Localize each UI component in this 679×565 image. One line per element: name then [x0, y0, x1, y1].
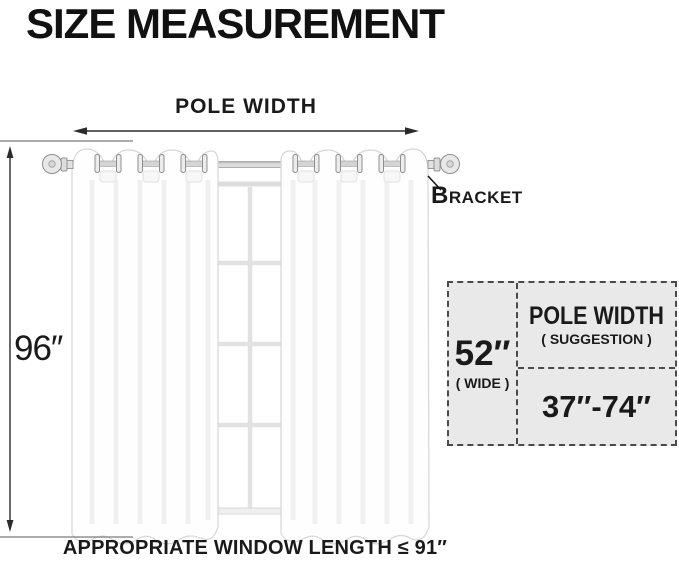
pole-width-arrow — [73, 127, 419, 134]
curtain-panel-right — [281, 149, 429, 544]
pole-width-label: POLE WIDTH — [175, 95, 317, 118]
spec-cell-pole-width-range — [518, 369, 675, 444]
curtain-height-label: 96″ — [14, 329, 63, 368]
finial-left — [43, 155, 74, 174]
bracket-label: Bracket — [431, 182, 523, 209]
size-spec-panel — [447, 281, 677, 446]
spec-cell-pole-width-suggestion — [518, 283, 675, 369]
panel-width-value: 52″ — [454, 334, 511, 373]
pole-width-range: 37″-74″ — [542, 388, 652, 424]
window-illustration — [207, 184, 293, 514]
spec-cell-panel-width — [449, 283, 518, 444]
curtain-panel-left — [72, 149, 218, 544]
height-arrow — [7, 146, 14, 532]
spec-right-column — [518, 283, 675, 444]
finial-right — [428, 155, 460, 174]
pole-width-subtitle: ( SUGGESTION ) — [541, 331, 652, 348]
panel-width-note: ( WIDE ) — [455, 375, 510, 391]
page-title: SIZE MEASUREMENT — [26, 0, 445, 47]
pole-width-title: POLE WIDTH — [529, 301, 665, 330]
window-length-note: APPROPRIATE WINDOW LENGTH ≤ 91″ — [62, 537, 448, 559]
